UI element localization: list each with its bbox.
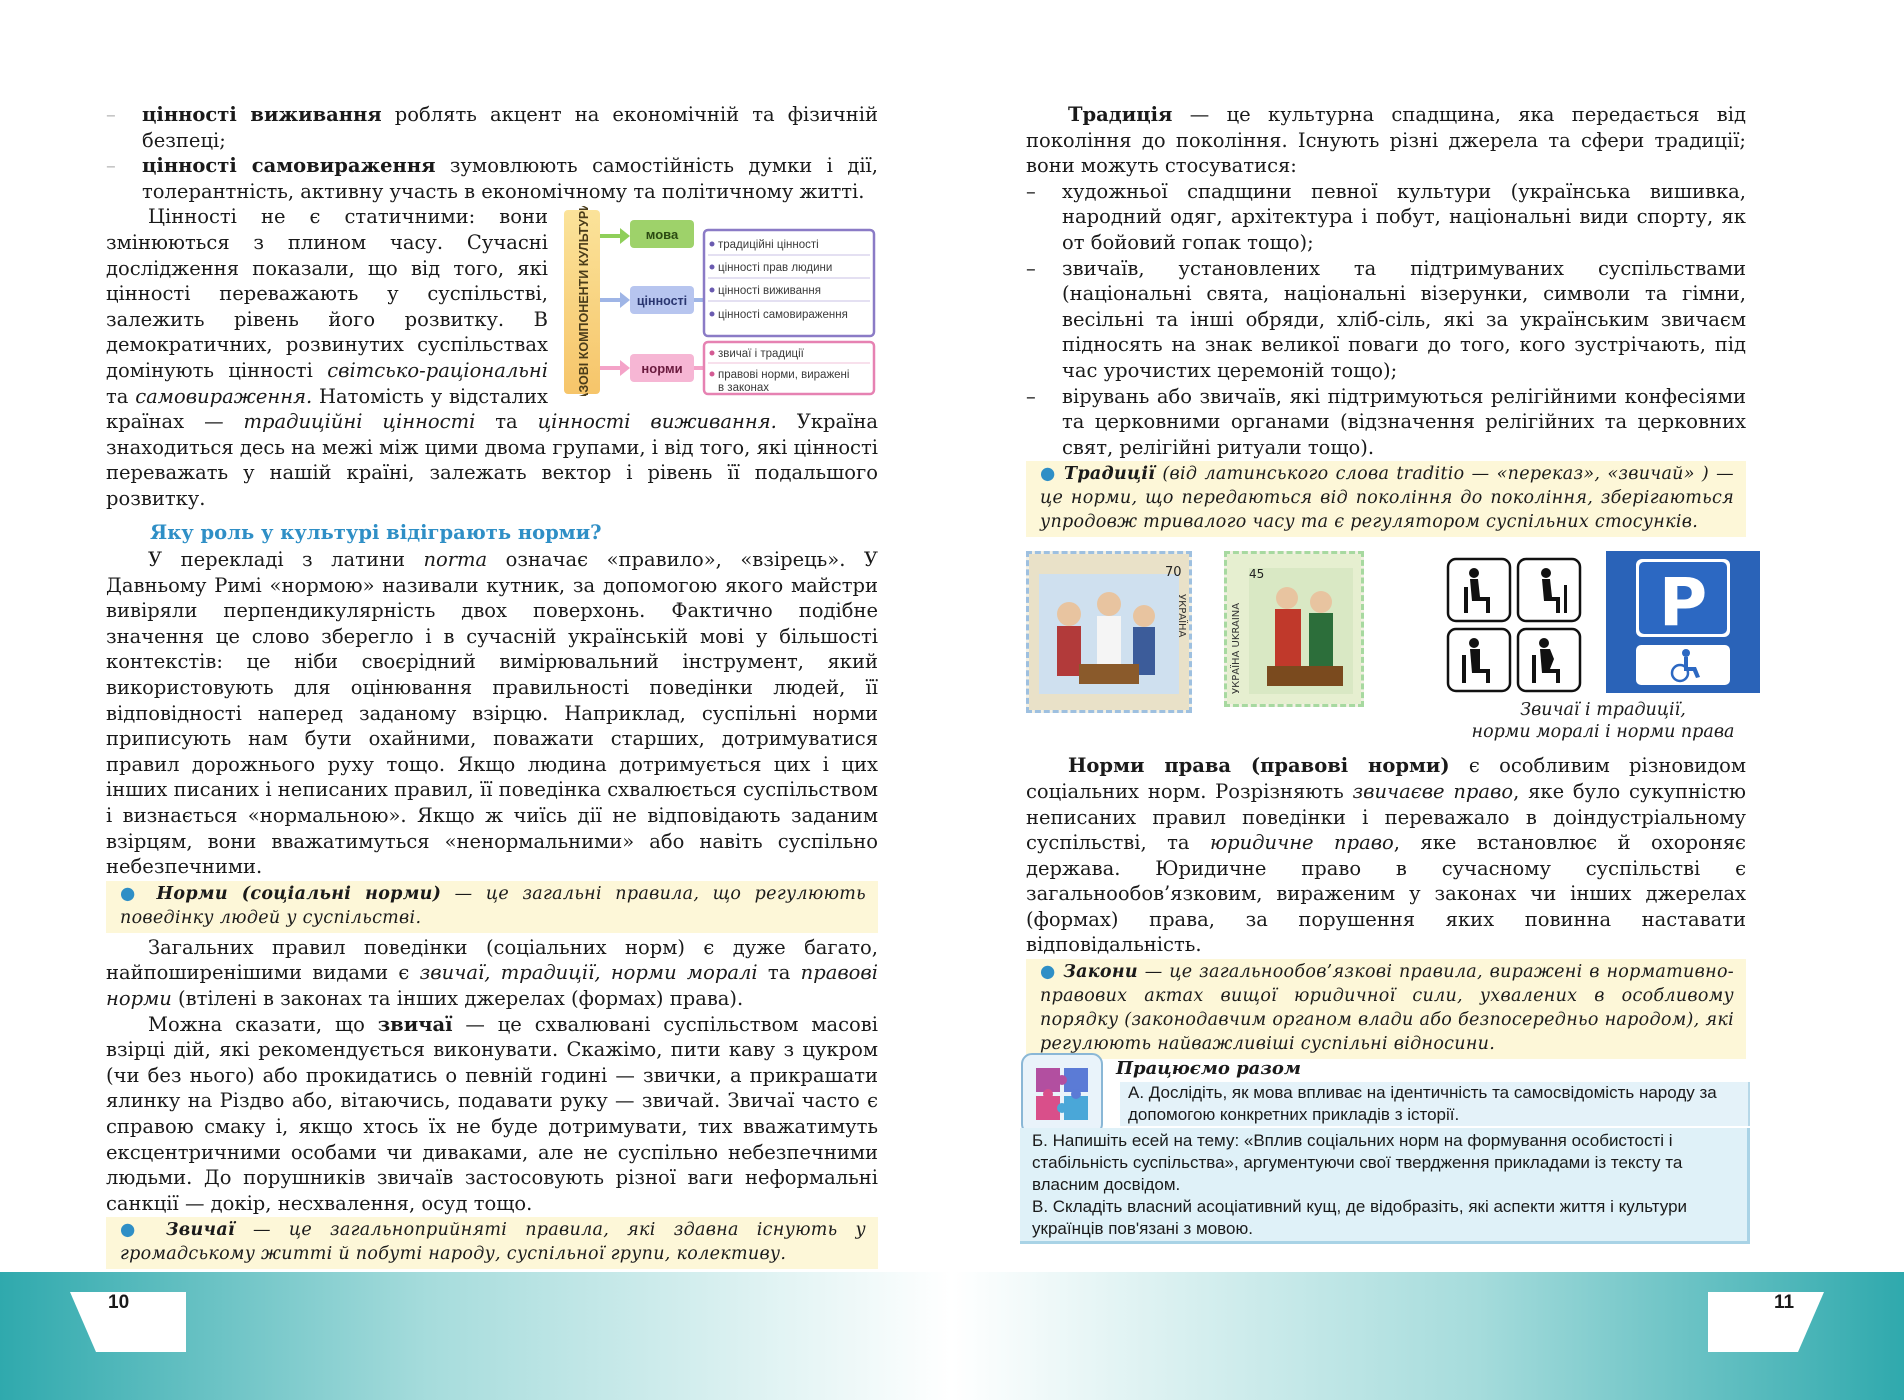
normy-label: норми <box>641 361 683 377</box>
stamp-illustration <box>1227 554 1361 704</box>
paragraph-norm-types <box>106 935 878 1012</box>
bold-text: Норми права (правові норми) <box>1068 754 1450 778</box>
list-item: – художньої спадщини певної культури (українська вишивка, народний одяг, архітектура і побут, національні види спорту, як от бойовий гопак тощо); <box>1026 179 1746 256</box>
italic-text: правові норми <box>106 961 878 1010</box>
definition-customs <box>106 1217 878 1269</box>
definition-text: — це загальноприйняті правила, які здавна існують у громадському житті й побуті народу, суспільної групи, колективу. <box>120 1220 866 1265</box>
text: Можна сказати, що <box>148 1012 378 1036</box>
puzzle-icon <box>1020 1052 1104 1136</box>
task-c: В. Складіть власний асоціативний кущ, де відобразіть, які аспекти життя і культури українців пов'язані з мовою. <box>1032 1197 1688 1238</box>
bullet-icon: ● <box>1040 464 1057 485</box>
list-item-text: зумовлюють самостійність думки і дії, толерантність, активну участь в економічному та політичному житті. <box>142 154 878 203</box>
italic-text: norma <box>423 548 488 572</box>
footer-band <box>952 1272 1904 1400</box>
illustration-row <box>1026 551 1746 741</box>
definition-norms <box>106 881 878 933</box>
text: , яке було сукупністю неписаних правил поведінки і переважало в доіндустріальному суспільстві, та <box>1026 779 1746 855</box>
text: Загальних правил поведінки (соціальних норм) є дуже багато, найпоширенішими видами є <box>106 935 878 985</box>
text: Цінності не є статичними: вони змінюються з плином часу. Сучасні дослідження показали, що від того, які цінності переважають у суспільстві, залежить рівень його розвитку. В демократичних, розвинутих суспільствах домінують цінності <box>106 205 548 382</box>
text: Україна знаходиться десь на межі між цими двома групами, і від того, які цінності переважать у нашій країні, залежать вектор і рівень її подальшого розвитку. <box>106 410 878 510</box>
tsinnosti-label: цінності <box>636 294 688 309</box>
footer-band <box>0 1272 952 1400</box>
definition-text: — це загальні правила, що регулюють поведінку людей у суспільстві. <box>120 883 867 928</box>
norm-item: звичаї і традиції <box>718 348 804 361</box>
value-item: цінності прав людини <box>718 262 833 275</box>
disabled-parking-sign <box>1606 551 1760 693</box>
italic-text: звичаєве право <box>1352 779 1514 803</box>
group-task-box <box>1020 1052 1750 1244</box>
page-number: 10 <box>108 1292 130 1313</box>
values-list <box>106 102 878 204</box>
italic-text: світсько-раціональні <box>327 358 548 382</box>
value-item: цінності самовираження <box>718 309 848 322</box>
text: , яке встановлює й охороняє держава. Юридичне право в сучасному суспільстві є загальнообов’язковим, вираженим у законах чи інших джерелах (формах) права, за порушення яких повинна наставати відповідальність. <box>1026 831 1746 957</box>
list-item-text: роблять акцент на економічній та фізичній безпеці; <box>142 103 878 152</box>
vertical-label: БАЗОВІ КОМПОНЕНТИ КУЛЬТУРИ <box>577 206 591 397</box>
caption-line: норми моралі і норми права <box>1471 722 1735 743</box>
mova-label: мова <box>645 227 679 243</box>
diagram-svg <box>558 206 878 396</box>
definition-term: Норми (соціальні норми) <box>156 883 442 904</box>
text: є особливим різновидом соціальних норм. Розрізняють <box>1026 754 1746 803</box>
right-column <box>1026 102 1746 1061</box>
text: — це культурна спадщина, яка передається від покоління до покоління. Існують різні джерела та сфери традиції; вони можуть стосуватися: <box>1026 103 1746 178</box>
value-item: цінності виживання <box>718 285 821 298</box>
italic-text: традиційні цінності <box>243 410 476 434</box>
illustration-caption <box>1426 699 1780 743</box>
task-b: Б. Напишіть есей на тему: «Вплив соціальних норм на формування особистості і стабільність суспільства», аргументуючи свої твердження прикладами із тексту та власним досвідом. <box>1032 1131 1683 1194</box>
text: (втілені в законах та інших джерелах (формах) права). <box>171 987 744 1010</box>
italic-text: звичаї, традиції, норми моралі <box>419 961 758 985</box>
text: означає «правило», «взірець». У Давньому Римі «нормою» називали кутник, за допомогою якого майстри вивіряли перпендикулярність двох поверхонь. Фактично подібне значення це слово зберегло і в сучасній українській мові у більшості контекстів: це ніби своєрідний вимірювальний інструмент, який використовують для оцінювання правильності поведінки людей, її відповідності наперед заданому взірцю. Наприклад, суспільні норми приписують нам бути охайними, поважати старших, дотримуватися правил дорожнього руху тощо. Якщо людина дотримується цих і цих інших писаних і неписаних правил, її поведінка схвалюється суспільством і визнається «нормальною». Якщо ж чиїсь дії не відповідають заданим взірцям, вони вважатимуться «ненормальними» або навіть суспільно небезпечними. <box>106 548 878 879</box>
list-item: – вірувань або звичаїв, які підтримуються релігійними конфесіями та церковними органами (відзначення релігійних та церковних свят, релігійні ритуали тощо). <box>1026 384 1746 461</box>
stamp-image <box>1224 551 1364 707</box>
bullet-icon: ● <box>120 883 144 904</box>
definition-text: — це загальнообов’язкові правила, виражені в нормативно-правових актах вищої юридичної сили, ухвалених в особливому порядку (законодавчим органом влади або безпосередньо народом), які регулюють найважливіші суспільні відносини. <box>1040 962 1734 1055</box>
text: Натомість у відсталих країнах — <box>106 384 548 434</box>
paragraph-customs <box>106 1012 878 1217</box>
task-bc <box>1020 1128 1750 1244</box>
bullet-icon: ● <box>120 1220 148 1241</box>
term: цінності самовираження <box>142 154 436 178</box>
caption-line: Звичаї і традиції, <box>1520 700 1686 721</box>
italic-text: самовираження. <box>135 384 313 408</box>
arrow-right-icon <box>600 292 630 308</box>
norm-item: в законах <box>718 382 770 395</box>
definition-term: Звичаї <box>165 1220 235 1241</box>
arrow-right-icon <box>600 228 630 244</box>
right-page <box>952 0 1904 1400</box>
culture-components-diagram <box>558 206 878 396</box>
text: та <box>106 384 136 408</box>
section-heading: Яку роль у культурі відіграють норми? <box>150 520 602 544</box>
seating-signs-svg <box>1446 557 1582 695</box>
task-a: А. Дослідіть, як мова впливає на ідентичність та самосвідомість народу за допомогою конкретних прикладів з історії. <box>1120 1082 1750 1126</box>
left-column <box>106 102 878 1271</box>
paragraph-norma <box>106 547 878 880</box>
parking-sign-svg <box>1606 551 1760 693</box>
paragraph-tradition <box>1026 102 1746 179</box>
arrow-right-icon <box>600 360 630 376</box>
text: та <box>475 410 538 434</box>
stamp-image <box>1026 551 1192 713</box>
bold-text: звичаї <box>377 1012 453 1036</box>
text: — це схвалювані суспільством масові взірці дій, які рекомендується виконувати. Скажімо, пити каву з цукром (чи без нього) або прокидатись о певній годині — звички, а прикрашати ялинку на Різдво або, вітаючись, подавати руку — звичай. Звичаї часто є справою смаку і, якщо хтось їх не буде дотримувати, тих вважатимуть ексцентричними особами чи диваками, але не суспільно небезпечними людьми. До порушників звичаїв застосовують різної ваги неформальні санкції — докір, несхвалення, осуд тощо. <box>106 1012 878 1215</box>
bold-text: Традиція <box>1068 103 1173 126</box>
text: У перекладі з латини <box>148 548 424 572</box>
definition-traditions <box>1026 461 1746 537</box>
term: цінності виживання <box>142 103 382 126</box>
definition-laws <box>1026 959 1746 1059</box>
definition-term: Закони <box>1063 962 1138 983</box>
list-item <box>106 153 878 204</box>
list-item <box>106 102 878 153</box>
value-item: традиційні цінності <box>718 239 819 252</box>
definition-text: (від латинського слова traditio — «переказ», «звичай» ) — це норми, що передаються від покоління до покоління, зберігаються упродовж тривалого часу та є регулятором суспільних стосунків. <box>1040 464 1734 533</box>
page-number: 11 <box>1774 1292 1795 1313</box>
stamp-illustration <box>1029 554 1189 710</box>
stamp-value: 70 <box>1165 565 1182 581</box>
stamp-country: УКРАЇНА <box>1176 594 1187 638</box>
parking-letter: P <box>1658 564 1708 642</box>
stamp-value: 45 <box>1249 567 1265 582</box>
priority-seating-signs <box>1446 557 1582 695</box>
italic-text: юридичне право <box>1209 831 1394 855</box>
tradition-list <box>1026 179 1746 461</box>
task-title: Працюємо разом <box>1116 1058 1301 1079</box>
paragraph-law-norms <box>1026 753 1746 958</box>
stamp-country: УКРАЇНА UKRAINA <box>1231 603 1242 695</box>
list-item: – звичаїв, установлених та підтримуваних суспільствами (національні свята, національні візерунки, символи та гімни, весільні та інші обряди, хліб-сіль, які за українським звичаєм підносять на знак великої поваги до того, кого зустрічають, під час урочистих церемоній тощо); <box>1026 256 1746 384</box>
text: та <box>757 961 801 985</box>
norm-item: правові норми, виражені <box>718 369 850 382</box>
definition-term: Традиції <box>1064 464 1156 485</box>
bullet-icon: ● <box>1040 962 1057 983</box>
italic-text: цінності виживання. <box>537 410 777 434</box>
